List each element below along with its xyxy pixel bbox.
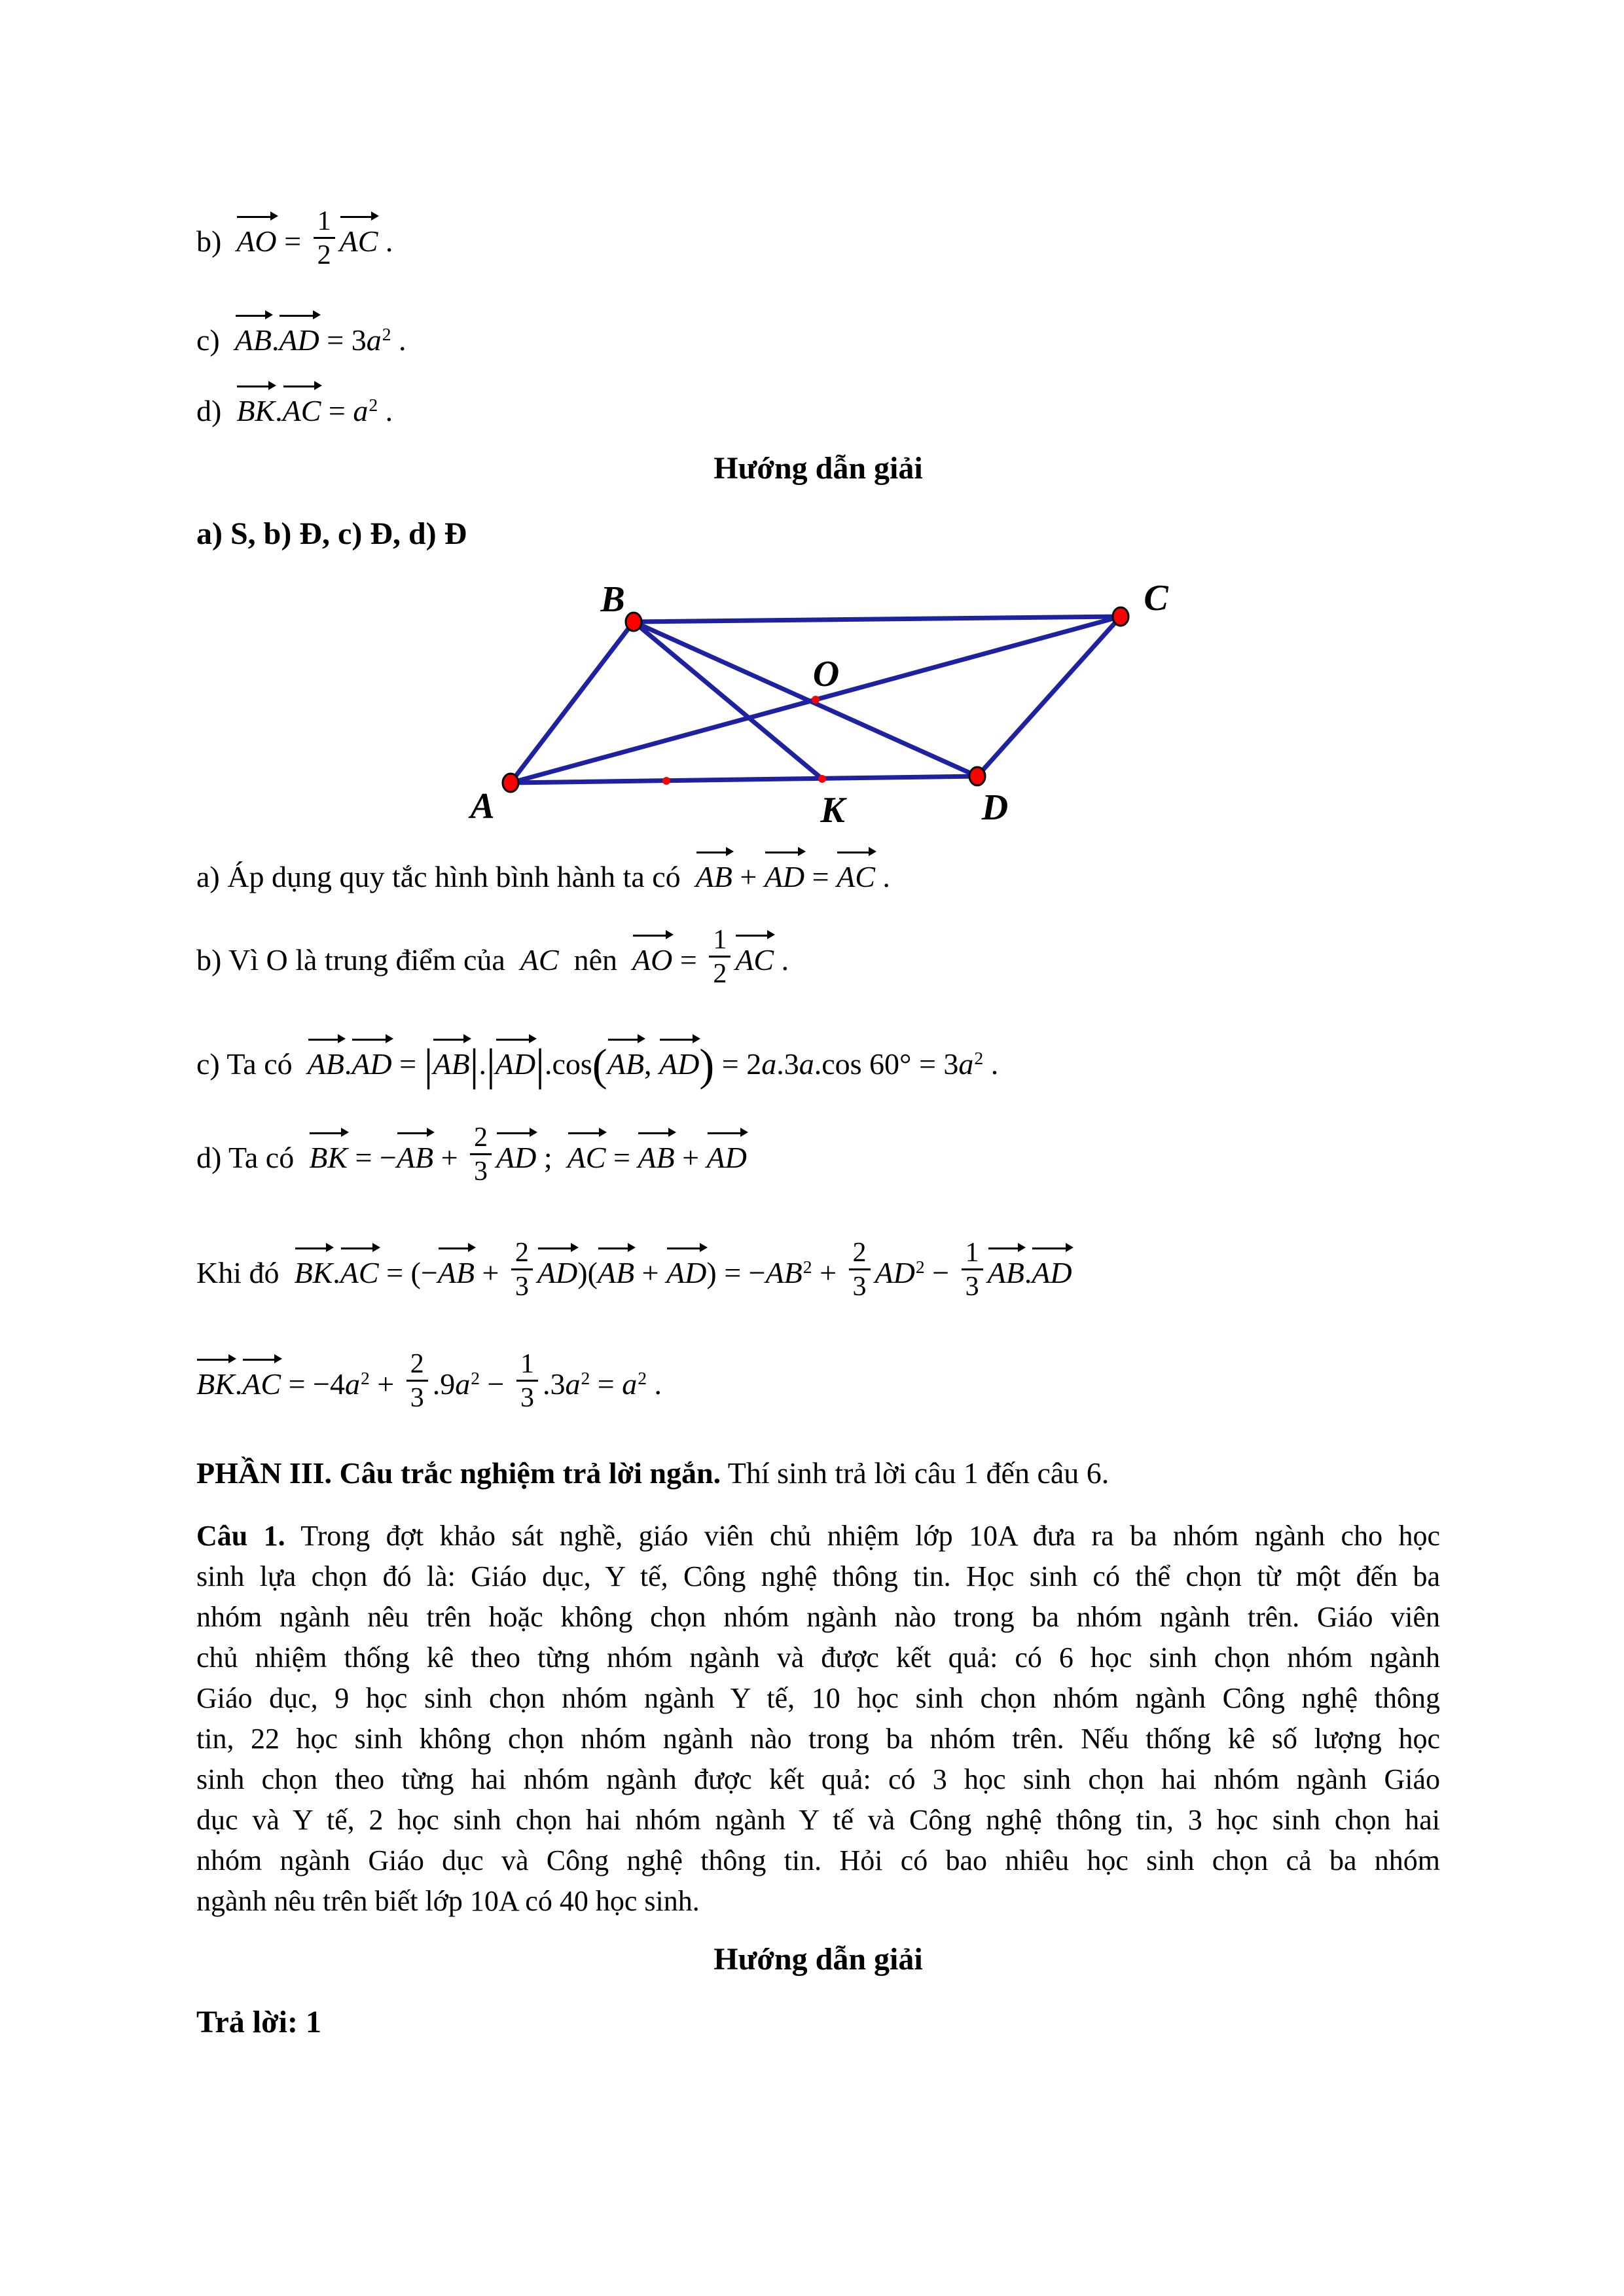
vector-AD: AD (659, 1047, 700, 1081)
vector-AD: AD (495, 1047, 536, 1081)
math-text: d) Ta có (196, 1141, 310, 1175)
math-text: = (− (378, 1256, 438, 1290)
math-text: nên (558, 943, 633, 977)
vector-AD: AD (496, 1141, 537, 1175)
math-text: .cos 60° = 3 (814, 1047, 959, 1081)
vector-AO: AO (236, 224, 277, 259)
solution-a (196, 843, 890, 895)
math-text: . (983, 1047, 999, 1081)
segment-BC (634, 617, 1121, 622)
fraction: $\frac{1}{3}$ (516, 1349, 538, 1414)
math-text: . (344, 1047, 352, 1081)
math-text: , (643, 1047, 659, 1081)
segment-DA (511, 776, 977, 783)
point-K (818, 775, 826, 783)
fraction: $\frac{2}{3}$ (849, 1238, 871, 1302)
math-text: a (455, 1367, 471, 1401)
vector-BK: BK (309, 1141, 348, 1175)
math-text: Khi đó (196, 1256, 295, 1290)
vector-AC: AC (837, 860, 875, 893)
label-O: O (812, 654, 840, 694)
vector-AC: AC (242, 1367, 281, 1401)
math-text: + (433, 1141, 466, 1175)
question-1-line-10: ngành nêu trên biết lớp 10A có 40 học sinh. (196, 1885, 700, 1917)
vector-AC: AC (340, 1256, 379, 1290)
math-text: a (366, 323, 382, 357)
point-O (812, 696, 820, 704)
segment-BK (634, 622, 822, 779)
vector-AB: AB (396, 1141, 434, 1175)
label-A: A (470, 786, 495, 827)
vector-AB: AB (638, 1141, 675, 1175)
question-1-line-1: Câu 1. Trong đợt khảo sát nghề, giáo viên chủ nhiệm lớp 10A đưa ra ba nhóm ngành cho học (196, 1520, 1440, 1552)
vector-BK: BK (196, 1367, 235, 1401)
vector-AD: AD (1032, 1256, 1072, 1290)
math-text: − (924, 1256, 957, 1290)
solution-d-expansion (196, 1228, 1072, 1308)
vector-AB: AB (695, 860, 732, 893)
solution-d-result (196, 1339, 662, 1420)
math-text: + (732, 860, 765, 893)
vector-AB: AB (307, 1047, 344, 1081)
math-text: AD (875, 1256, 915, 1290)
math-text: ) = − (706, 1256, 766, 1290)
math-text: ; (536, 1141, 568, 1175)
math-text: a (353, 394, 369, 427)
solution-b (196, 915, 789, 996)
fraction: $\frac{1}{2}$ (314, 206, 335, 271)
question-1-line-7: sinh chọn theo từng hai nhóm ngành được kết quả: có 3 học sinh chọn hai nhóm ngành Giáo (196, 1763, 1440, 1795)
statement-b (196, 196, 393, 277)
label-D: D (981, 787, 1009, 828)
vector-AC: AC (567, 1141, 606, 1175)
math-text: 2 (360, 1367, 370, 1388)
math-text: .cos (544, 1047, 592, 1081)
vector-BK: BK (294, 1256, 333, 1290)
math-text: . (1024, 1256, 1032, 1290)
math-text: a (565, 1367, 581, 1401)
question-1-line-5: Giáo dục, 9 học sinh chọn nhóm ngành Y tế, 10 học sinh chọn nhóm ngành Công nghệ thông (196, 1682, 1440, 1714)
fraction: $\frac{2}{3}$ (511, 1238, 533, 1302)
vector-AB: AB (597, 1256, 635, 1290)
math-text: + (369, 1367, 402, 1401)
label-K: K (820, 790, 845, 831)
math-text: . (333, 1256, 340, 1290)
math-text: b) Vì O là trung điểm của (196, 943, 520, 977)
math-text: a (761, 1047, 777, 1081)
math-text: = (391, 1047, 424, 1081)
answer-key-line: a) S, b) Đ, c) Đ, d) Đ (196, 516, 467, 551)
question-1-line-2: sinh lựa chọn đó là: Giáo dục, Y tế, Công nghệ thông tin. Học sinh có thể chọn từ một đến ba (196, 1560, 1440, 1592)
fraction: $\frac{1}{3}$ (962, 1238, 983, 1302)
question-1-line-8: dục và Y tế, 2 học sinh chọn hai nhóm ngành Y tế và Công nghệ thông tin, 3 học sinh chọn hai (196, 1804, 1440, 1836)
math-text: + (674, 1141, 707, 1175)
segment-CD (977, 617, 1121, 776)
point-B (626, 613, 641, 631)
math-text: .3 (542, 1367, 566, 1401)
vector-BK: BK (236, 394, 276, 427)
math-text: = (590, 1367, 623, 1401)
vector-AB: AB (437, 1256, 475, 1290)
math-text: = (672, 943, 705, 977)
point-tick (662, 777, 670, 785)
point-A (503, 774, 518, 792)
math-text: a (799, 1047, 814, 1081)
fraction: $\frac{2}{3}$ (406, 1349, 428, 1414)
vector-AB: AB (433, 1047, 470, 1081)
math-text: )( (577, 1256, 598, 1290)
math-text: | (486, 1039, 496, 1090)
math-text: = (276, 224, 309, 259)
math-text: 2 (581, 1367, 590, 1388)
math-text: . (378, 394, 393, 427)
statement-c (196, 306, 406, 363)
math-text: 2 (803, 1256, 812, 1277)
math-text: + (634, 1256, 667, 1290)
point-D (969, 767, 985, 785)
math-text: a (344, 1367, 360, 1401)
vector-AD: AD (279, 323, 319, 357)
vector-AB: AB (234, 323, 272, 357)
math-text: a) Áp dụng quy tắc hình bình hành ta có (196, 860, 696, 893)
math-text: = (804, 860, 837, 893)
vector-AD: AD (706, 1141, 747, 1175)
question-1-line-9: nhóm ngành Giáo dục và Công nghệ thông tin. Hỏi có bao nhiêu học sinh chọn cả ba nhóm (196, 1844, 1440, 1876)
math-text: d) (196, 394, 237, 427)
math-text: + (474, 1256, 507, 1290)
vector-AC: AC (339, 224, 378, 259)
math-text: . (875, 860, 890, 893)
math-text: c) Ta có (196, 1047, 308, 1081)
parallelogram-figure (425, 569, 1211, 844)
question-1-line-3: nhóm ngành nêu trên hoặc không chọn nhóm ngành nào trong ba nhóm ngành trên. Giáo viên (196, 1601, 1440, 1633)
math-text: 2 (974, 1047, 984, 1068)
math-text: − (480, 1367, 512, 1401)
vector-AB: AB (987, 1256, 1024, 1290)
vector-AD: AD (537, 1256, 578, 1290)
math-text: . (271, 323, 280, 357)
math-text: c) (196, 323, 235, 357)
section-3-header: PHẦN III. Câu trắc nghiệm trả lời ngắn. Thí sinh trả lời câu 1 đến câu 6. (196, 1456, 1110, 1490)
math-text: | (535, 1039, 545, 1090)
point-C (1113, 607, 1128, 626)
math-text: 2 (382, 323, 391, 344)
vector-AD: AD (764, 860, 805, 893)
math-text: . (647, 1367, 662, 1401)
vector-AC: AC (735, 943, 774, 977)
math-text: b) (196, 224, 237, 259)
solution-d (196, 1113, 747, 1193)
math-text: a (622, 1367, 638, 1401)
label-B: B (600, 579, 625, 620)
answer-line: Trả lời: 1 (196, 2005, 321, 2039)
math-text: + (812, 1256, 844, 1290)
solution-c (196, 1030, 999, 1090)
math-text: . (391, 323, 406, 357)
vector-AD: AD (666, 1256, 707, 1290)
math-text: ( (592, 1039, 607, 1090)
math-text: = (605, 1141, 638, 1175)
math-text: = − (348, 1141, 397, 1175)
vector-AO: AO (632, 943, 673, 977)
math-text: .9 (432, 1367, 456, 1401)
math-text: 2 (471, 1367, 480, 1388)
math-text: . (275, 394, 283, 427)
label-C: C (1144, 578, 1168, 619)
math-text: 2 (638, 1367, 647, 1388)
math-text: . (478, 1047, 486, 1081)
math-text: . (774, 943, 789, 977)
solution-guide-heading-2: Hướng dẫn giải (713, 1942, 923, 1977)
math-text: = 3 (319, 323, 367, 357)
question-1-line-6: tin, 22 học sinh không chọn nhóm ngành nào trong ba nhóm trên. Nếu thống kê số lượng học (196, 1723, 1440, 1755)
vector-AD: AD (352, 1047, 392, 1081)
vector-AB: AB (607, 1047, 644, 1081)
statement-d (196, 377, 393, 433)
math-text: | (469, 1039, 479, 1090)
math-text: AC (520, 943, 559, 977)
fraction: $\frac{2}{3}$ (470, 1122, 492, 1187)
solution-guide-heading-1: Hướng dẫn giải (713, 451, 923, 486)
math-text: = 2 (714, 1047, 762, 1081)
math-text: = −4 (281, 1367, 345, 1401)
math-text: = (321, 394, 353, 427)
math-text: 2 (369, 394, 378, 415)
math-text: . (378, 224, 393, 259)
math-text: ) (699, 1039, 715, 1090)
segment-AB (511, 622, 634, 783)
math-text: 2 (915, 1256, 925, 1277)
question-1-paragraph (196, 1516, 1440, 1922)
question-1-line-4: chủ nhiệm thống kê theo từng nhóm ngành và được kết quả: có 6 học sinh chọn nhóm ngành (196, 1641, 1440, 1674)
math-text: AB (765, 1256, 803, 1290)
math-text: .3 (776, 1047, 799, 1081)
segment-BD (634, 622, 977, 776)
fraction: $\frac{1}{2}$ (709, 925, 731, 990)
math-text: a (958, 1047, 974, 1081)
math-text: | (424, 1039, 433, 1090)
vector-AC: AC (282, 394, 321, 427)
math-text: . (234, 1367, 243, 1401)
